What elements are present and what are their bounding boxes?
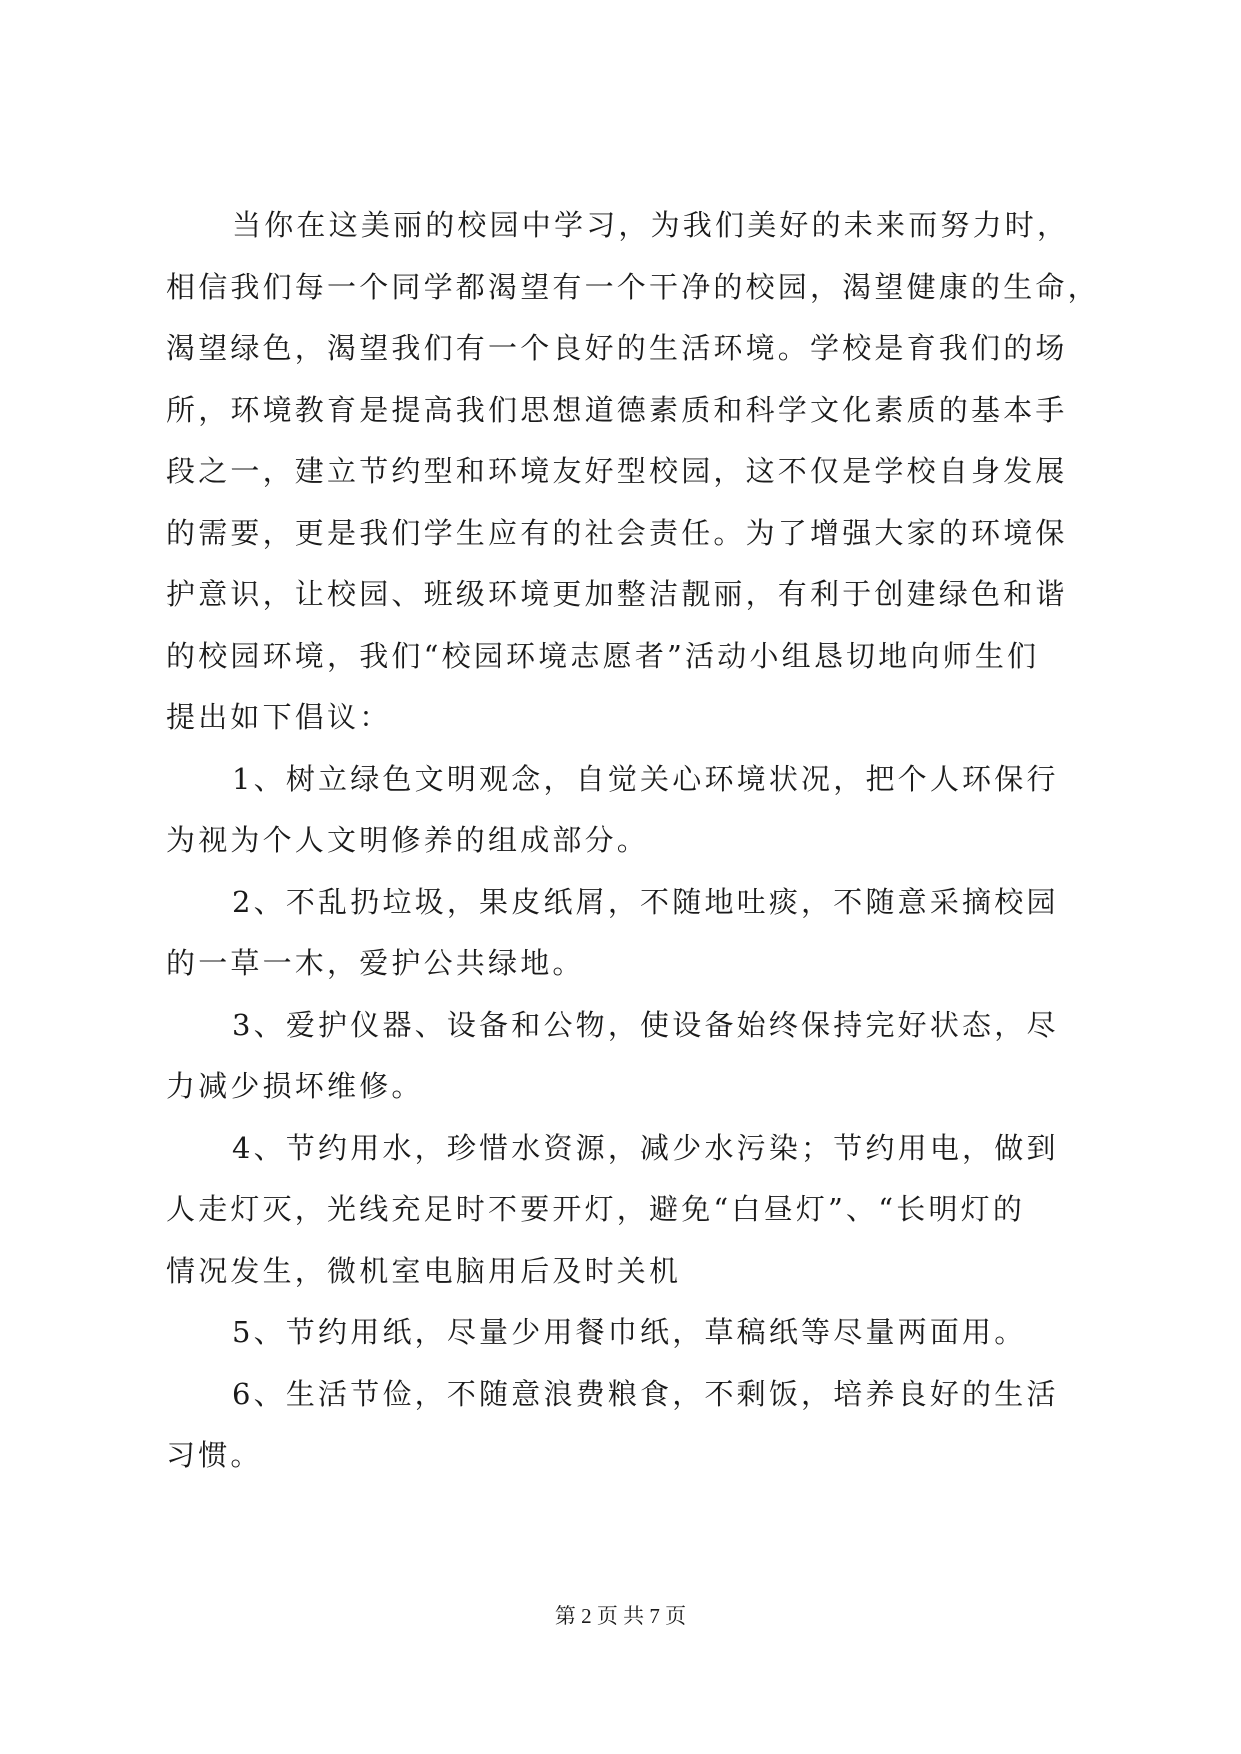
list-item-line: 人走灯灭，光线充足时不要开灯，避免“白昼灯”、“长明灯的	[166, 1192, 1026, 1226]
list-item-line: 2、不乱扔垃圾，果皮纸屑，不随地吐痰，不随意采摘校园	[232, 884, 1059, 919]
list-item-line: 1、树立绿色文明观念，自觉关心环境状况，把个人环保行	[232, 761, 1059, 796]
list-item-line: 3、爱护仪器、设备和公物，使设备始终保持完好状态，尽	[232, 1007, 1059, 1042]
list-item-line: 为视为个人文明修养的组成部分。	[166, 823, 650, 857]
page-number-footer: 第 2 页 共 7 页	[554, 1604, 687, 1628]
list-item-line: 6、生活节俭，不随意浪费粮食，不剩饭，培养良好的生活	[232, 1376, 1059, 1411]
text-line: 的需要，更是我们学生应有的社会责任。为了增强大家的环境保	[166, 515, 1068, 550]
list-item-line: 力减少损坏维修。	[166, 1069, 424, 1103]
list-item-line: 的一草一木，爱护公共绿地。	[166, 946, 585, 980]
list-item-line: 习惯。	[166, 1438, 263, 1472]
list-item-line: 5、节约用纸，尽量少用餐巾纸，草稿纸等尽量两面用。	[232, 1315, 1027, 1349]
list-item-line: 4、节约用水，珍惜水资源，减少水污染；节约用电，做到	[232, 1130, 1059, 1165]
text-line: 当你在这美丽的校园中学习，为我们美好的未来而努力时，	[232, 208, 1070, 242]
text-line: 渴望绿色，渴望我们有一个良好的生活环境。学校是育我们的场	[166, 331, 1068, 365]
text-line: 所，环境教育是提高我们思想道德素质和科学文化素质的基本手	[166, 392, 1068, 427]
document-body	[166, 205, 1100, 1497]
text-line: 的校园环境，我们“校园环境志愿者”活动小组恳切地向师生们	[166, 638, 1040, 673]
text-line: 提出如下倡议：	[166, 700, 392, 734]
text-line: 护意识，让校园、班级环境更加整洁靓丽，有利于创建绿色和谐	[166, 577, 1068, 611]
text-line: 相信我们每一个同学都渴望有一个干净的校园，渴望健康的生命，	[166, 269, 1100, 304]
list-item-line: 情况发生，微机室电脑用后及时关机	[166, 1253, 682, 1288]
text-line: 段之一，建立节约型和环境友好型校园，这不仅是学校自身发展	[166, 454, 1068, 488]
